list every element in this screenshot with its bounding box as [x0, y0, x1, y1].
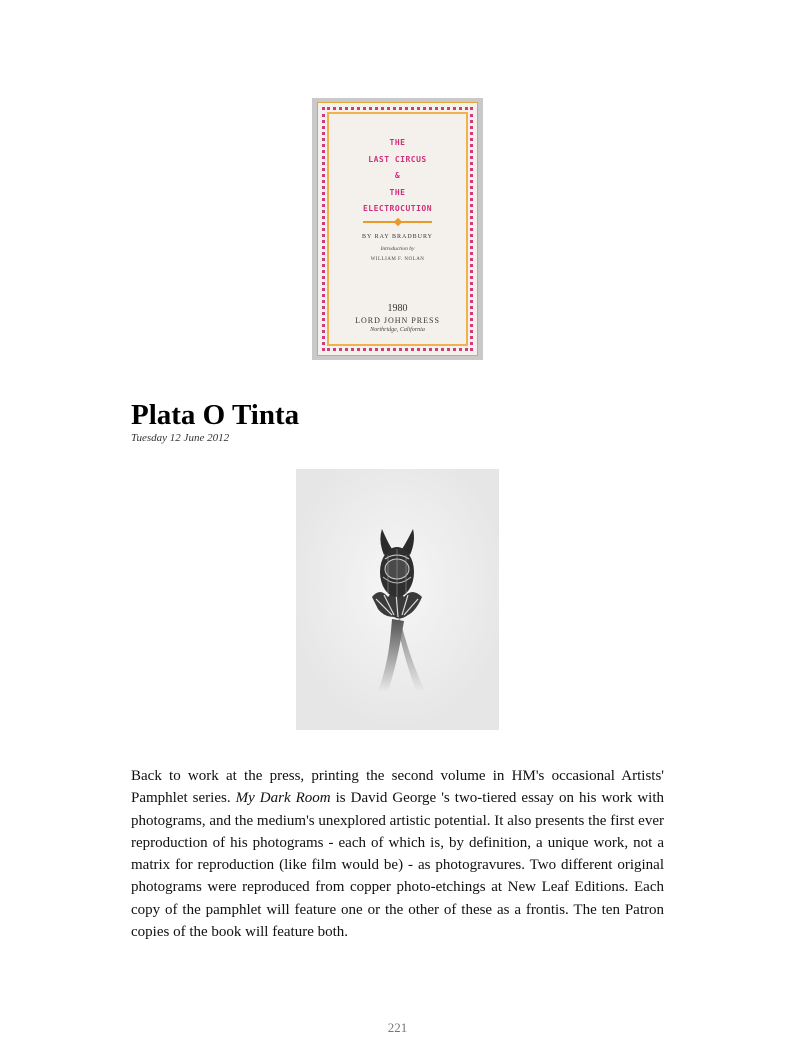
post-body-part: Back to work at the press, printing the second volume in HM's occasional Artists' Pamphlet series.	[131, 768, 664, 807]
cover-title-line: LAST CIRCUS	[368, 154, 427, 164]
cover-title-line: THE	[389, 138, 406, 147]
post-body	[131, 765, 664, 943]
cover-ornament	[363, 221, 432, 223]
cover-press: LORD JOHN PRESS	[355, 316, 440, 325]
pamphlet-title: My Dark Room	[235, 790, 331, 807]
photogram-figure	[296, 469, 499, 730]
cover-place: Northridge, California	[370, 327, 425, 333]
cover-title-line: &	[394, 171, 401, 180]
cover-introduction: Introduction by	[380, 246, 415, 252]
post-body-part: is David George 's two-tiered essay on his work with photograms, and the medium's unexplored artistic potential. It also presents the first ever reproduction of his photograms - each of which is, by definition, a unique work, not a matrix for reproduction (like film would be) - as photogravures. Two different original photograms were reproduced from copper photo-etchings at New Leaf Editions. Each copy of the pamphlet will feature one or the other of these as a frontis. The ten Patron copies of the book will feature both.	[131, 790, 664, 941]
photogram-image	[296, 469, 499, 730]
page-number: 221	[387, 1020, 408, 1035]
cover-author: BY RAY BRADBURY	[361, 234, 433, 240]
cover-title-line: ELECTROCUTION	[362, 204, 433, 213]
post-title: Plata O Tinta	[131, 399, 300, 431]
cover-introducer: WILLIAM F. NOLAN	[370, 257, 425, 262]
book-cover-photo	[312, 98, 483, 360]
post-date: Tuesday 12 June 2012	[131, 432, 230, 444]
cover-year: 1980	[387, 303, 408, 314]
cover-title-line: THE	[389, 187, 406, 197]
cover-title	[318, 135, 477, 218]
book-cover-page	[317, 102, 478, 356]
